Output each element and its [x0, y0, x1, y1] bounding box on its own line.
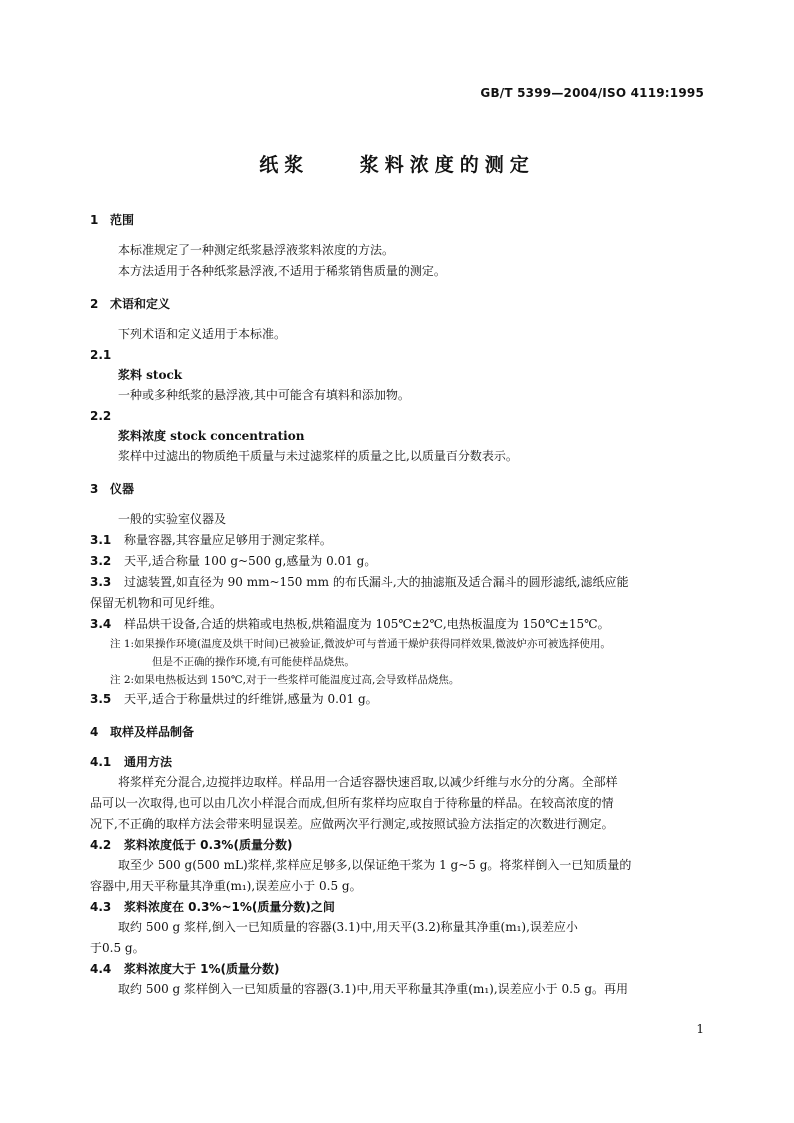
section-heading-3: 3 仪器 [90, 482, 135, 496]
note-1: 注 1:如果操作环境(温度及烘干时间)已被验证,微波炉可与普通干燥炉获得同样效果,微波炉亦可被选择使用。 [110, 638, 611, 650]
paragraph-continued: 容器中,用天平称量其净重(m₁),误差应小于 0.5 g。 [90, 879, 362, 893]
page-number: 1 [696, 1022, 704, 1036]
clause-3-3-continued: 保留无机物和可见纤维。 [90, 596, 223, 610]
document-body [90, 210, 704, 1000]
paragraph: 本方法适用于各种纸浆悬浮液,不适用于稀浆销售质量的测定。 [118, 264, 446, 278]
clause-3-5: 3.5 天平,适合于称量烘过的纤维饼,感量为 0.01 g。 [90, 692, 378, 706]
term-definition: 浆样中过滤出的物质绝干质量与未过滤浆样的质量之比,以质量百分数表示。 [118, 449, 518, 463]
term-entry: 浆料浓度 stock concentration [118, 429, 305, 443]
paragraph: 一般的实验室仪器及 [118, 512, 227, 526]
paragraph: 取约 500 g 浆样,倒入一已知质量的容器(3.1)中,用天平(3.2)称量其净重(m₁),误差应小 [118, 920, 578, 934]
clause-number: 2.2 [90, 409, 112, 423]
subsection-heading-4-3: 4.3 浆料浓度在 0.3%~1%(质量分数)之间 [90, 900, 335, 914]
note-1-continued: 但是不正确的操作环境,有可能使样品烧焦。 [152, 656, 355, 668]
section-heading-4: 4 取样及样品制备 [90, 725, 195, 739]
paragraph: 下列术语和定义适用于本标准。 [118, 327, 287, 341]
note-2: 注 2:如果电热板达到 150℃,对于一些浆样可能温度过高,会导致样品烧焦。 [110, 674, 460, 686]
clause-3-4: 3.4 样品烘干设备,合适的烘箱或电热板,烘箱温度为 105℃±2℃,电热板温度为 150℃±15℃。 [90, 617, 610, 631]
paragraph-continued: 于0.5 g。 [90, 941, 145, 955]
term-definition: 一种或多种纸浆的悬浮液,其中可能含有填料和添加物。 [118, 388, 410, 402]
paragraph: 取至少 500 g(500 mL)浆样,浆样应足够多,以保证绝干浆为 1 g~5 g。将浆样倒入一已知质量的 [118, 858, 632, 872]
term-entry: 浆料 stock [118, 368, 183, 382]
subsection-heading-4-2: 4.2 浆料浓度低于 0.3%(质量分数) [90, 838, 293, 852]
paragraph-continued: 品可以一次取得,也可以由几次小样混合而成,但所有浆样均应取自于待称量的样品。在较高浓度的情 [90, 796, 614, 810]
clause-3-1: 3.1 称量容器,其容量应足够用于测定浆样。 [90, 533, 332, 547]
section-heading-1: 1 范围 [90, 213, 135, 227]
document-title: 纸浆 浆料浓度的测定 [259, 154, 535, 176]
paragraph: 本标准规定了一种测定纸浆悬浮液浆料浓度的方法。 [118, 243, 395, 257]
clause-number: 2.1 [90, 348, 112, 362]
section-heading-2: 2 术语和定义 [90, 297, 171, 311]
paragraph: 取约 500 g 浆样倒入一已知质量的容器(3.1)中,用天平称量其净重(m₁),误差应小于 0.5 g。再用 [118, 982, 629, 996]
clause-3-2: 3.2 天平,适合称量 100 g~500 g,感量为 0.01 g。 [90, 554, 377, 568]
subsection-heading-4-4: 4.4 浆料浓度大于 1%(质量分数) [90, 962, 280, 976]
standard-code: GB/T 5399—2004/ISO 4119:1995 [480, 86, 704, 100]
paragraph: 将浆样充分混合,边搅拌边取样。样品用一合适容器快速舀取,以减少纤维与水分的分离。全部样 [118, 775, 618, 789]
clause-3-3: 3.3 过滤装置,如直径为 90 mm~150 mm 的布氏漏斗,大的抽滤瓶及适合漏斗的圆形滤纸,滤纸应能 [90, 575, 629, 589]
paragraph-continued: 况下,不正确的取样方法会带来明显误差。应做两次平行测定,或按照试验方法指定的次数进行测定。 [90, 817, 614, 831]
subsection-heading-4-1: 4.1 通用方法 [90, 755, 173, 769]
